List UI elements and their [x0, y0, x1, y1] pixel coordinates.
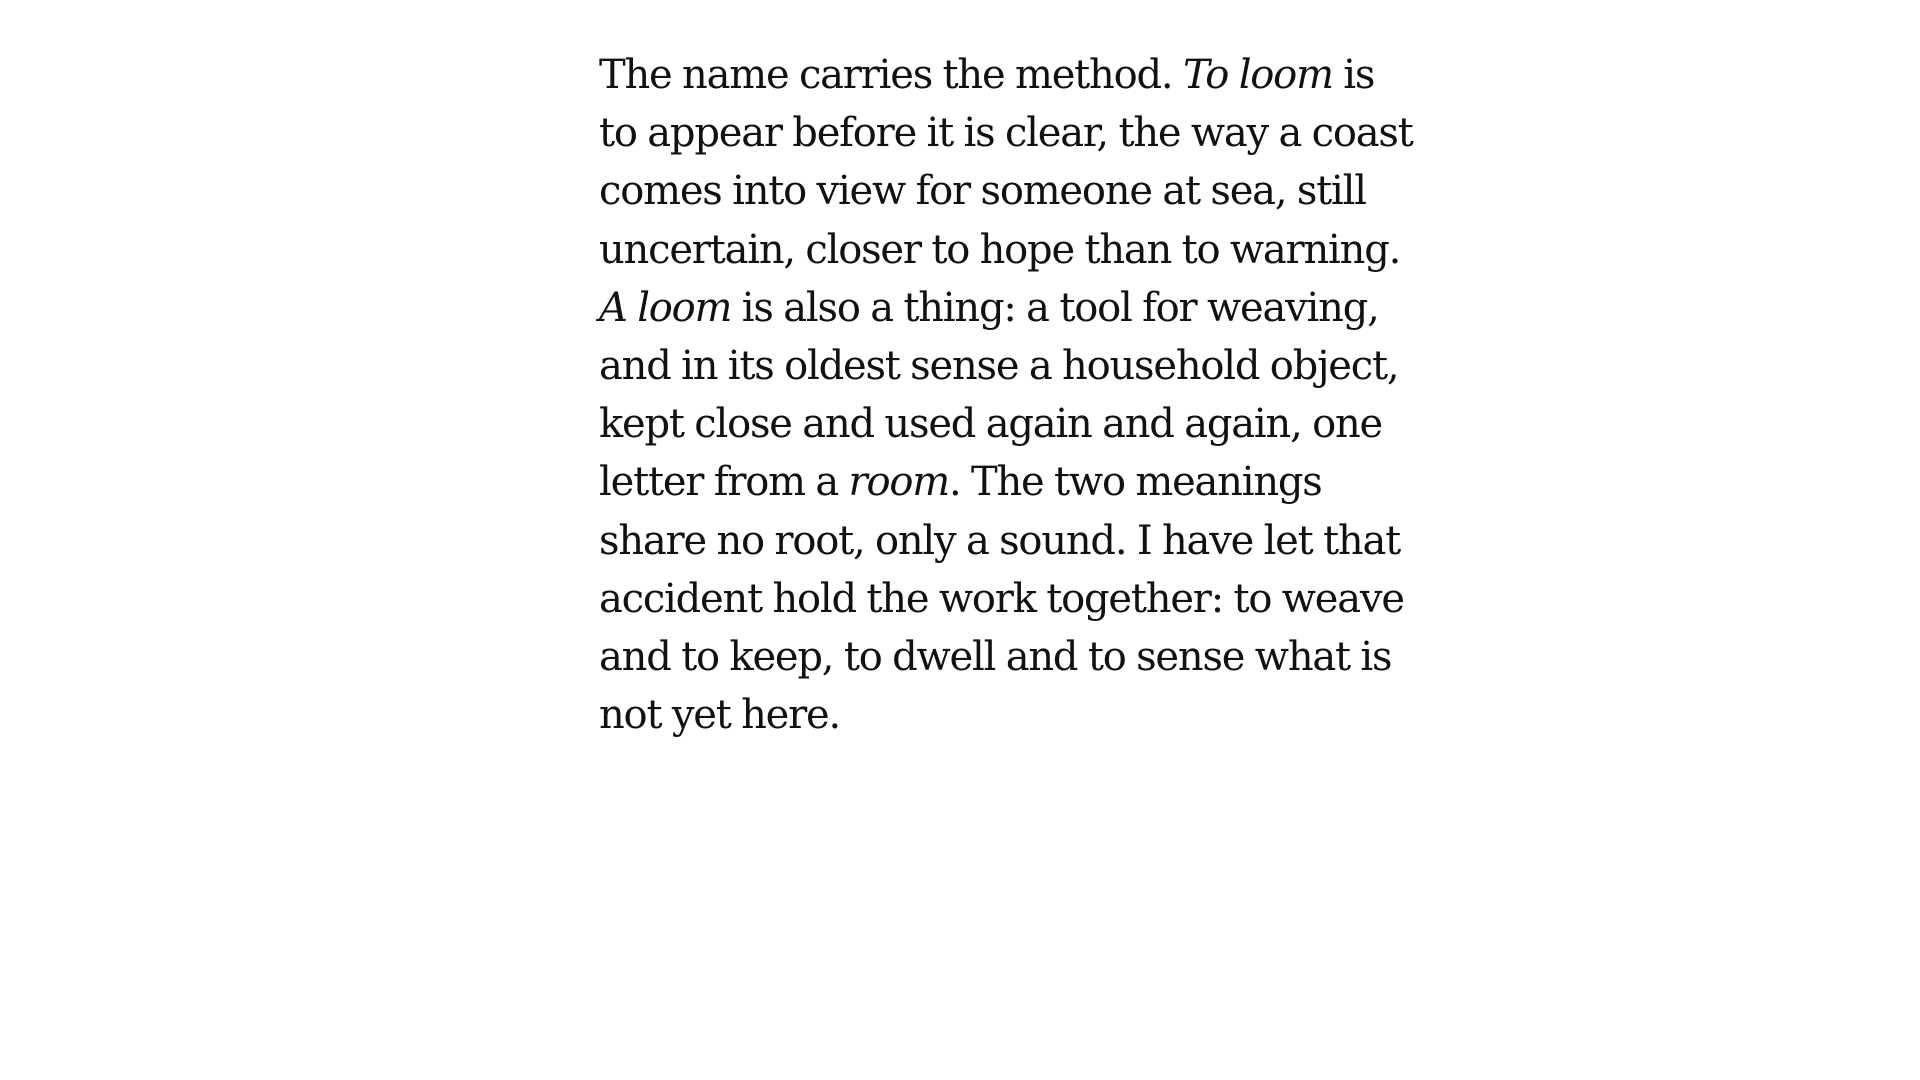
italic-phrase: room [848, 459, 949, 506]
text-line: share no root, only a sound. I have let that [599, 517, 1400, 564]
text-line: kept close and used again and again, one [599, 401, 1383, 448]
text-line: letter from a room. The two meanings [599, 459, 1322, 506]
text-line: comes into view for someone at sea, still [599, 168, 1366, 215]
text-line: uncertain, closer to hope than to warning. [599, 226, 1401, 273]
italic-phrase: To loom [1182, 52, 1333, 98]
text-line: accident hold the work together: to weave [599, 575, 1404, 622]
text-line: and in its oldest sense a household object, [599, 343, 1399, 390]
body-paragraph [599, 46, 1413, 744]
text-line: not yet here. [599, 692, 841, 739]
text-line: The name carries the method. To loom is [599, 52, 1375, 98]
text-line: and to keep, to dwell and to sense what is [599, 634, 1392, 681]
text-line: to appear before it is clear, the way a coast [599, 110, 1413, 157]
text-line: A loom is also a thing: a tool for weaving, [599, 284, 1379, 331]
italic-phrase: A loom [599, 284, 732, 331]
